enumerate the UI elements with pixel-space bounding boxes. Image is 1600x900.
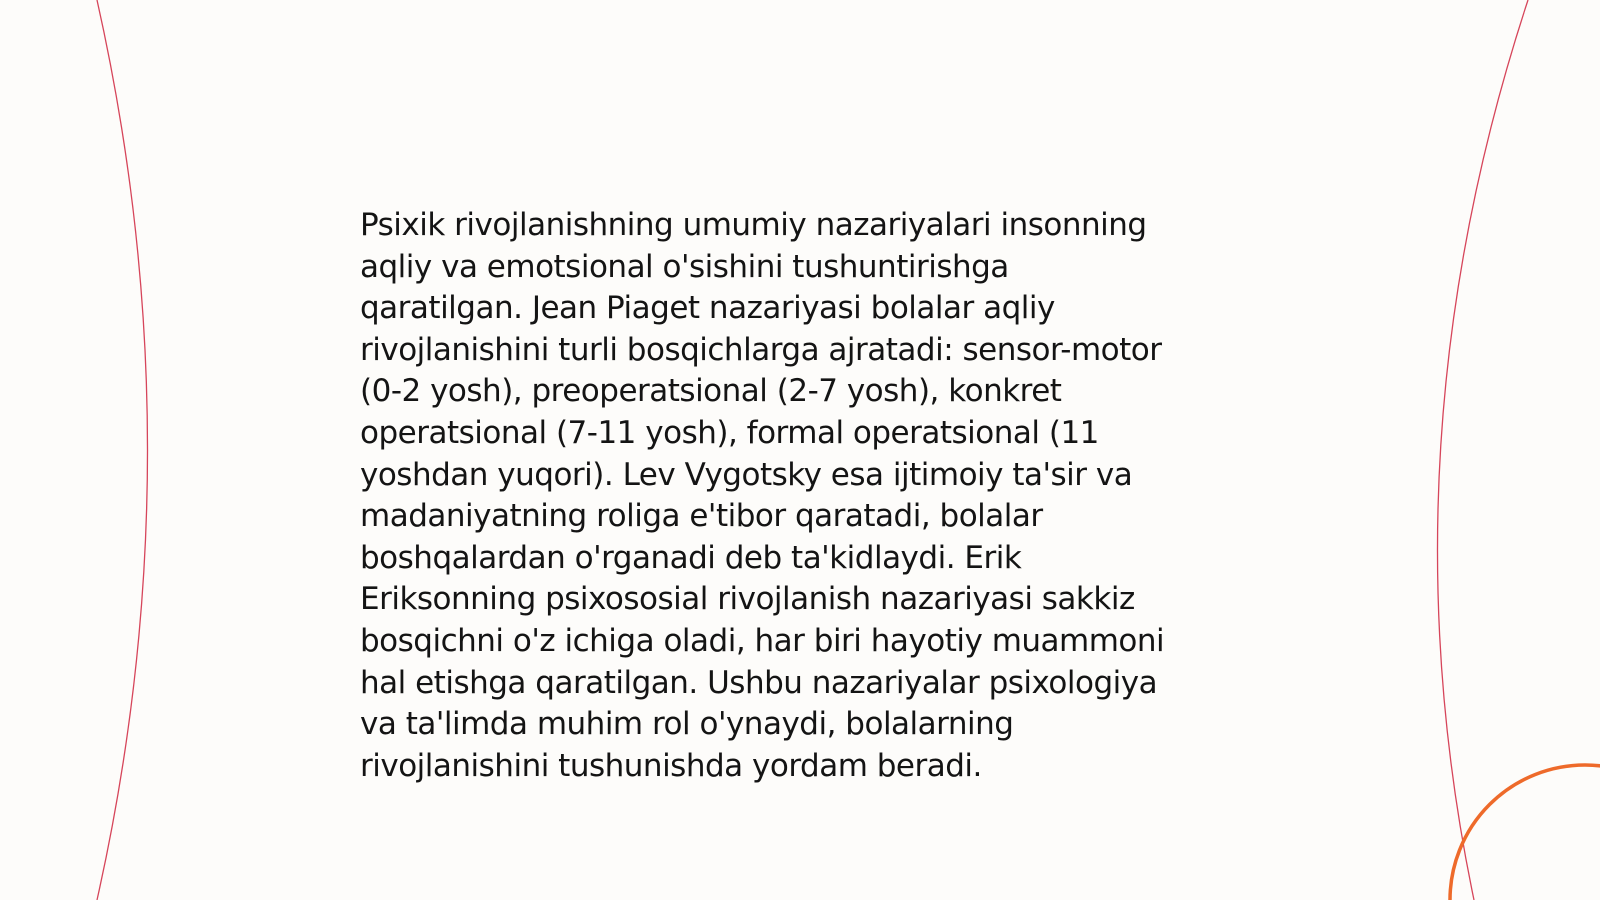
slide-body-text: [360, 205, 1260, 787]
body-line: yoshdan yuqori). Lev Vygotsky esa ijtimoiy ta'sir va: [360, 456, 1133, 493]
body-line: hal etishga qaratilgan. Ushbu nazariyalar psixologiya: [360, 664, 1158, 701]
body-line: (0-2 yosh), preoperatsional (2-7 yosh), konkret: [360, 373, 1062, 410]
body-line: boshqalardan o'rganadi deb ta'kidlaydi. Erik: [360, 539, 1022, 576]
orange-circle-outline: [1450, 765, 1600, 900]
body-line: va ta'limda muhim rol o'ynaydi, bolalarning: [360, 706, 1014, 743]
body-line: rivojlanishini turli bosqichlarga ajratadi: sensor-motor: [360, 331, 1162, 368]
body-line: qaratilgan. Jean Piaget nazariyasi bolalar aqliy: [360, 290, 1055, 327]
body-line: bosqichni o'z ichiga oladi, har biri hayotiy muammoni: [360, 622, 1165, 659]
body-line: aqliy va emotsional o'sishini tushuntirishga: [360, 248, 1009, 285]
body-line: Eriksonning psixososial rivojlanish nazariyasi sakkiz: [360, 581, 1135, 618]
body-line: operatsional (7-11 yosh), formal operatsional (11: [360, 414, 1099, 451]
right-arc-line: [1437, 0, 1528, 900]
body-line: Psixik rivojlanishning umumiy nazariyalari insonning: [360, 207, 1147, 243]
left-arc-line: [97, 0, 148, 900]
body-line: rivojlanishini tushunishda yordam beradi.: [360, 747, 982, 784]
body-line: madaniyatning roliga e'tibor qaratadi, bolalar: [360, 498, 1043, 535]
